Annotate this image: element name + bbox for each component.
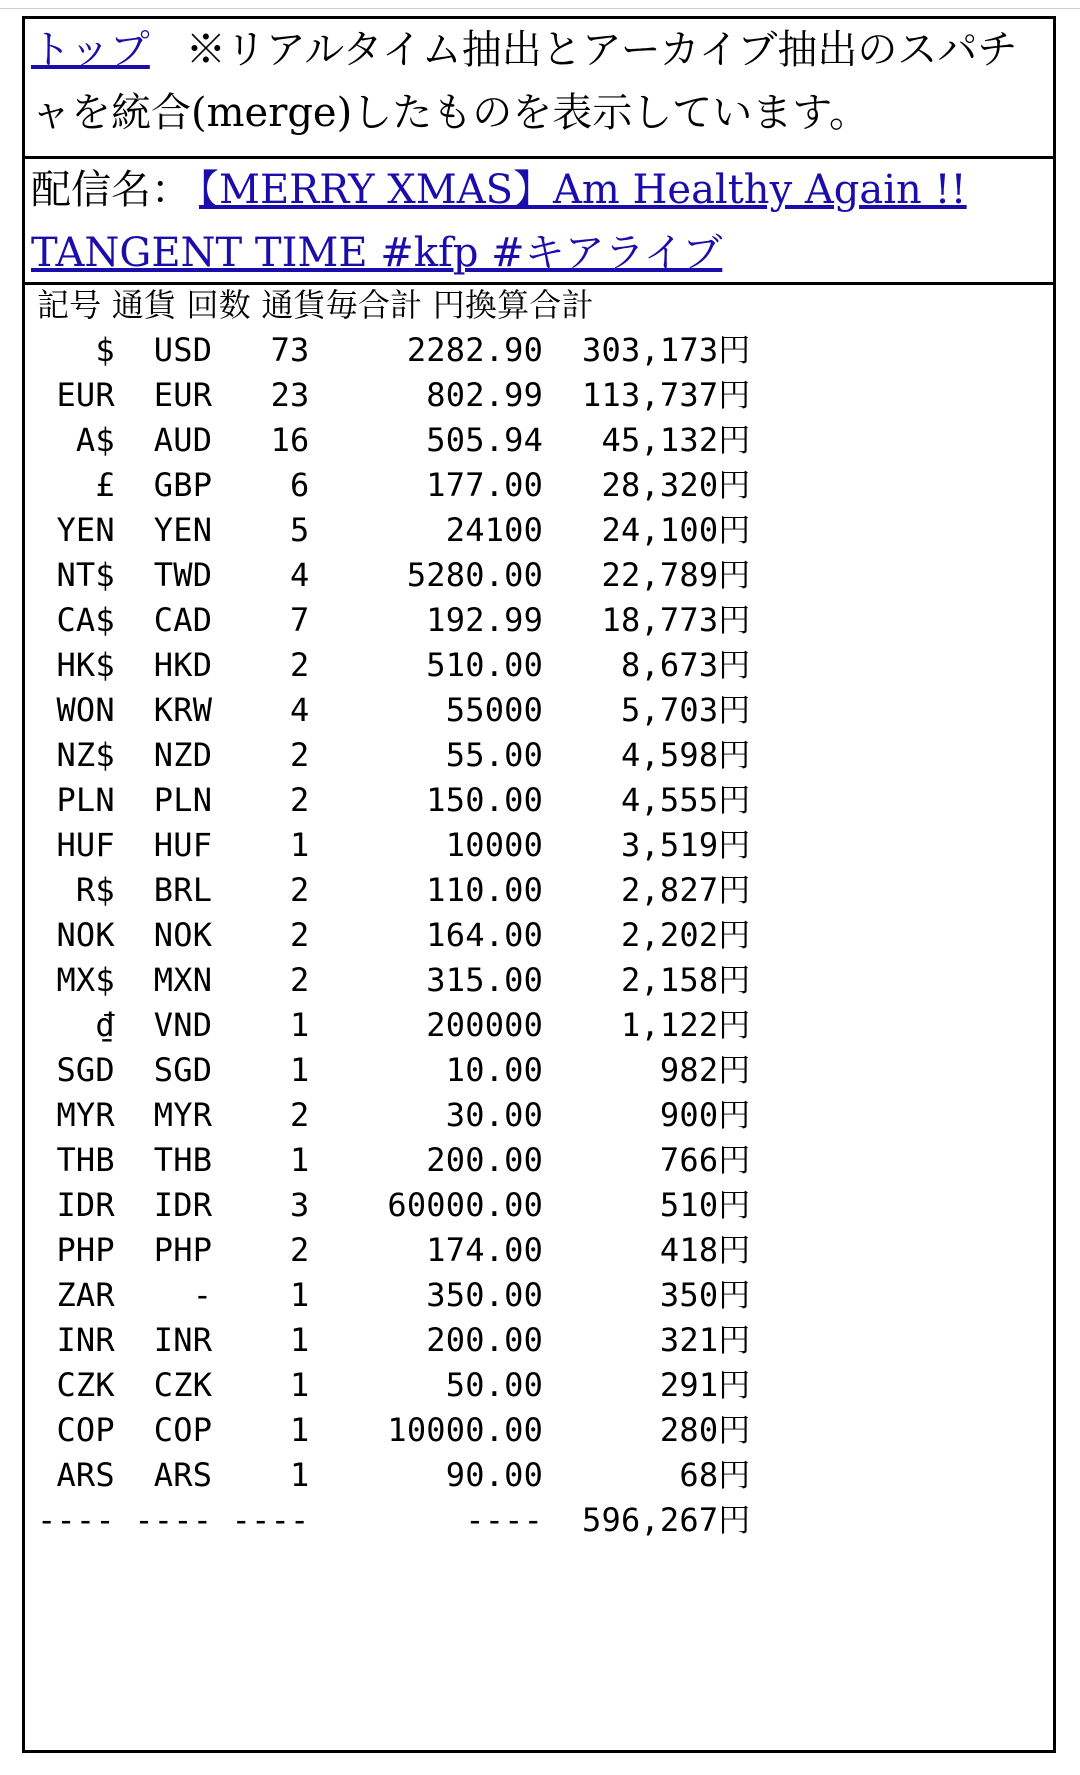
- table-row: PLN PLN 2 150.00 4,555円: [37, 781, 751, 819]
- table-row: SGD SGD 1 10.00 982円: [37, 1051, 751, 1089]
- top-link[interactable]: トップ: [31, 27, 150, 73]
- table-row: ZAR - 1 350.00 350円: [37, 1276, 751, 1314]
- table-header: 記号 通貨 回数 通貨毎合計 円換算合計: [37, 286, 594, 324]
- table-row: THB THB 1 200.00 766円: [37, 1141, 751, 1179]
- stream-label: 配信名：: [31, 167, 191, 213]
- stream-row: [25, 159, 1053, 285]
- table-row: YEN YEN 5 24100 24,100円: [37, 511, 751, 549]
- table-row: IDR IDR 3 60000.00 510円: [37, 1186, 751, 1224]
- superchat-summary-frame: [22, 16, 1056, 1753]
- stream-title-link[interactable]: 【MERRY XMAS】Am Healthy Again !! TANGENT TIME #kfp #キアライブ: [31, 167, 967, 276]
- table-row: $ USD 73 2282.90 303,173円: [37, 331, 751, 369]
- browser-top-edge: [0, 0, 1080, 9]
- table-row: R$ BRL 2 110.00 2,827円: [37, 871, 751, 909]
- table-row: NZ$ NZD 2 55.00 4,598円: [37, 736, 751, 774]
- table-row: ₫ VND 1 200000 1,122円: [37, 1006, 751, 1044]
- table-row: CZK CZK 1 50.00 291円: [37, 1366, 751, 1404]
- currency-table: [37, 283, 751, 1543]
- header-row: [25, 19, 1053, 159]
- table-row: ARS ARS 1 90.00 68円: [37, 1456, 751, 1494]
- merge-notice: ※リアルタイム抽出とアーカイブ抽出のスパチャを統合(merge)したものを表示しています。: [31, 27, 1018, 136]
- table-row: £ GBP 6 177.00 28,320円: [37, 466, 751, 504]
- table-total-row: ---- ---- ---- ---- 596,267円: [37, 1501, 751, 1539]
- table-row: NOK NOK 2 164.00 2,202円: [37, 916, 751, 954]
- table-row: COP COP 1 10000.00 280円: [37, 1411, 751, 1449]
- table-row: PHP PHP 2 174.00 418円: [37, 1231, 751, 1269]
- table-row: WON KRW 4 55000 5,703円: [37, 691, 751, 729]
- table-row: EUR EUR 23 802.99 113,737円: [37, 376, 751, 414]
- table-row: NT$ TWD 4 5280.00 22,789円: [37, 556, 751, 594]
- table-row: A$ AUD 16 505.94 45,132円: [37, 421, 751, 459]
- table-row: HK$ HKD 2 510.00 8,673円: [37, 646, 751, 684]
- table-row: CA$ CAD 7 192.99 18,773円: [37, 601, 751, 639]
- table-row: MYR MYR 2 30.00 900円: [37, 1096, 751, 1134]
- table-row: MX$ MXN 2 315.00 2,158円: [37, 961, 751, 999]
- table-row: HUF HUF 1 10000 3,519円: [37, 826, 751, 864]
- table-row: INR INR 1 200.00 321円: [37, 1321, 751, 1359]
